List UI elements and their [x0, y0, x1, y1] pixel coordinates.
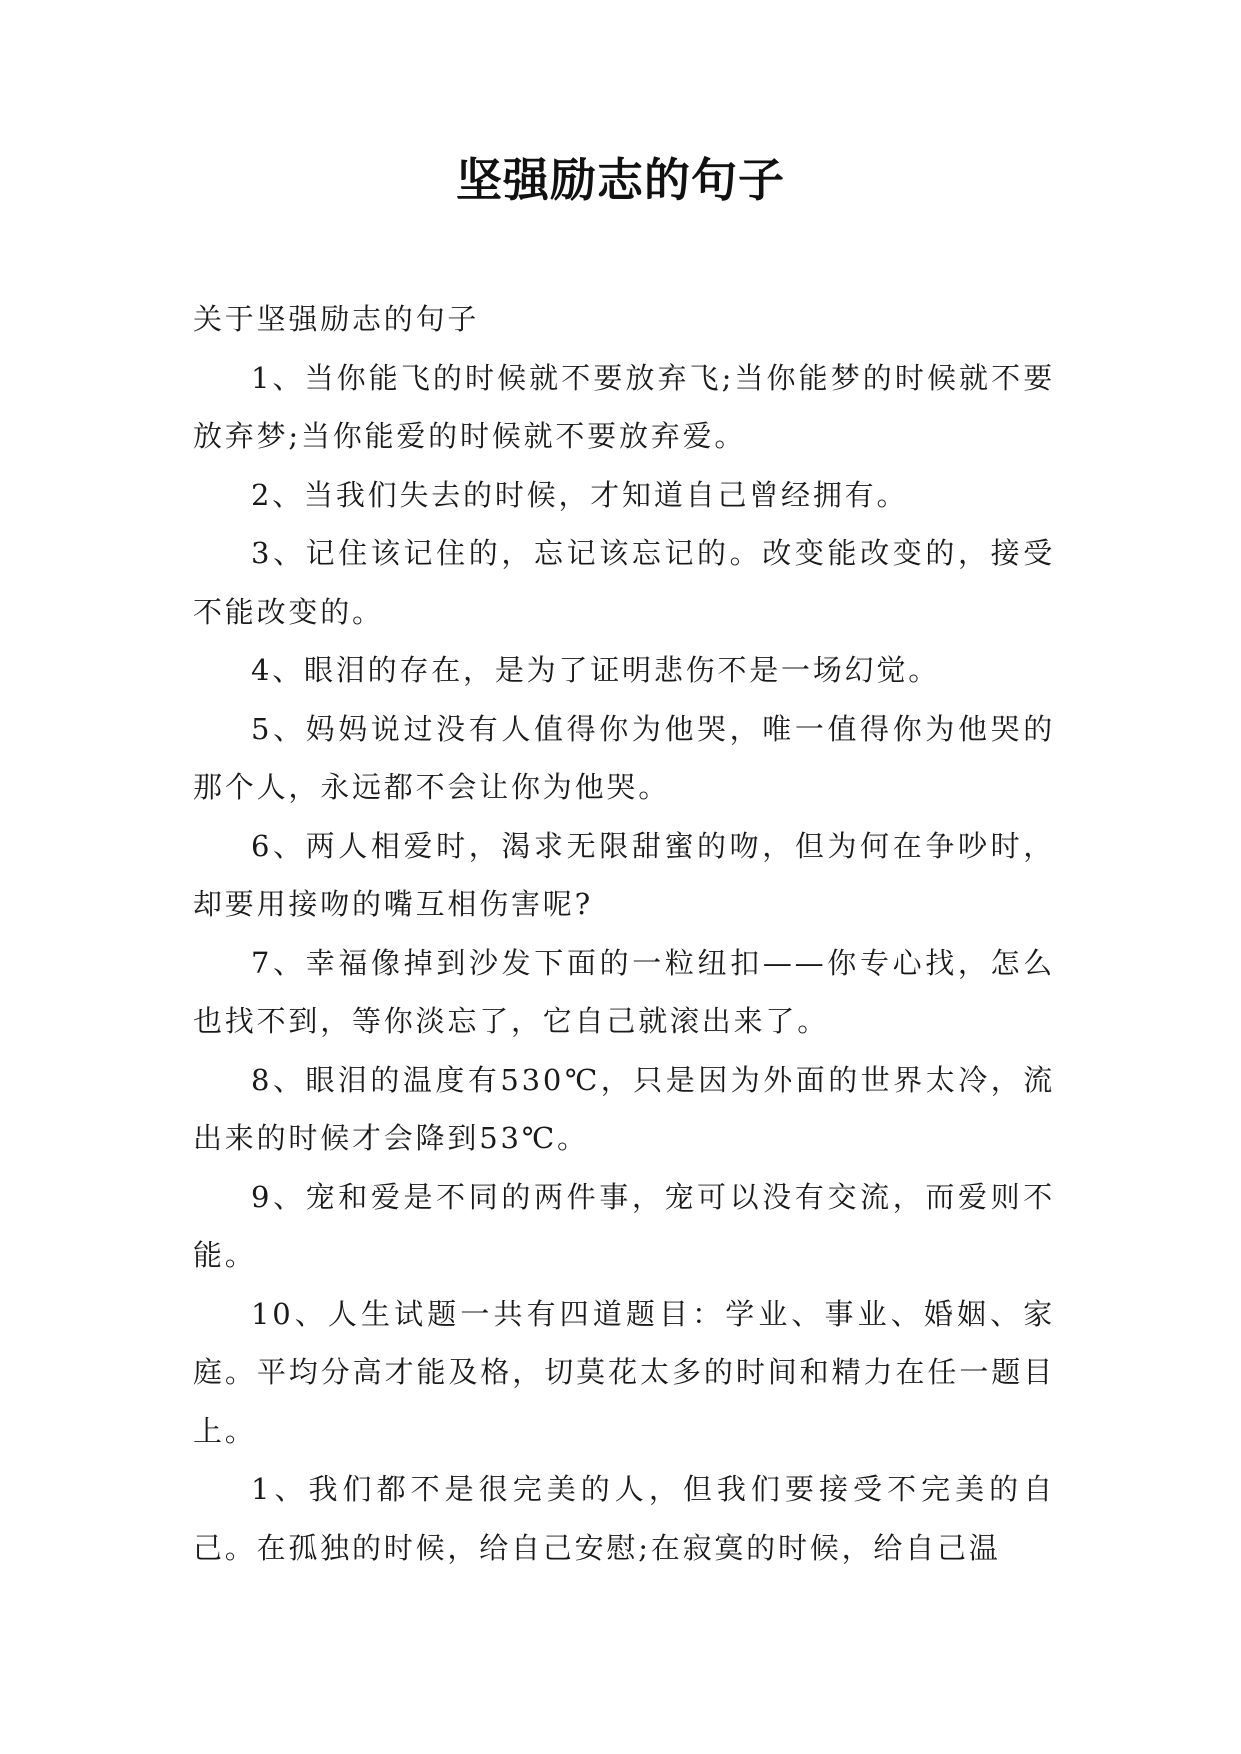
paragraph-2: 2、当我们失去的时候，才知道自己曾经拥有。	[251, 477, 909, 512]
document-title: 坚强励志的句子	[456, 153, 785, 207]
document-subtitle: 关于坚强励志的句子	[193, 302, 480, 336]
paragraph-10: 10、人生试题一共有四道题目：学业、事业、婚姻、家庭。平均分高才能及格，切莫花太多的时间和精力在任一题目上。	[193, 1296, 1055, 1448]
paragraph-7: 7、幸福像掉到沙发下面的一粒纽扣——你专心找，怎么也找不到，等你淡忘了，它自己就滚出来了。	[193, 945, 1055, 1038]
paragraph-3: 3、记住该记住的，忘记该忘记的。改变能改变的，接受不能改变的。	[193, 536, 1055, 629]
paragraph-4: 4、眼泪的存在，是为了证明悲伤不是一场幻觉。	[251, 653, 941, 687]
document-body	[193, 290, 1055, 1577]
paragraph-11: 1、我们都不是很完美的人，但我们要接受不完美的自己。在孤独的时候，给自己安慰;在寂寞的时候，给自己温	[193, 1472, 1055, 1565]
paragraph-1: 1、当你能飞的时候就不要放弃飞;当你能梦的时候就不要放弃梦;当你能爱的时候就不要放弃爱。	[193, 360, 1055, 453]
paragraph-5: 5、妈妈说过没有人值得你为他哭，唯一值得你为他哭的那个人，永远都不会让你为他哭。	[193, 711, 1055, 804]
paragraph-6: 6、两人相爱时，渴求无限甜蜜的吻，但为何在争吵时，却要用接吻的嘴互相伤害呢?	[193, 828, 1055, 921]
paragraph-9: 9、宠和爱是不同的两件事，宠可以没有交流，而爱则不能。	[193, 1179, 1055, 1272]
paragraph-8: 8、眼泪的温度有530℃，只是因为外面的世界太冷，流出来的时候才会降到53℃。	[193, 1062, 1055, 1155]
